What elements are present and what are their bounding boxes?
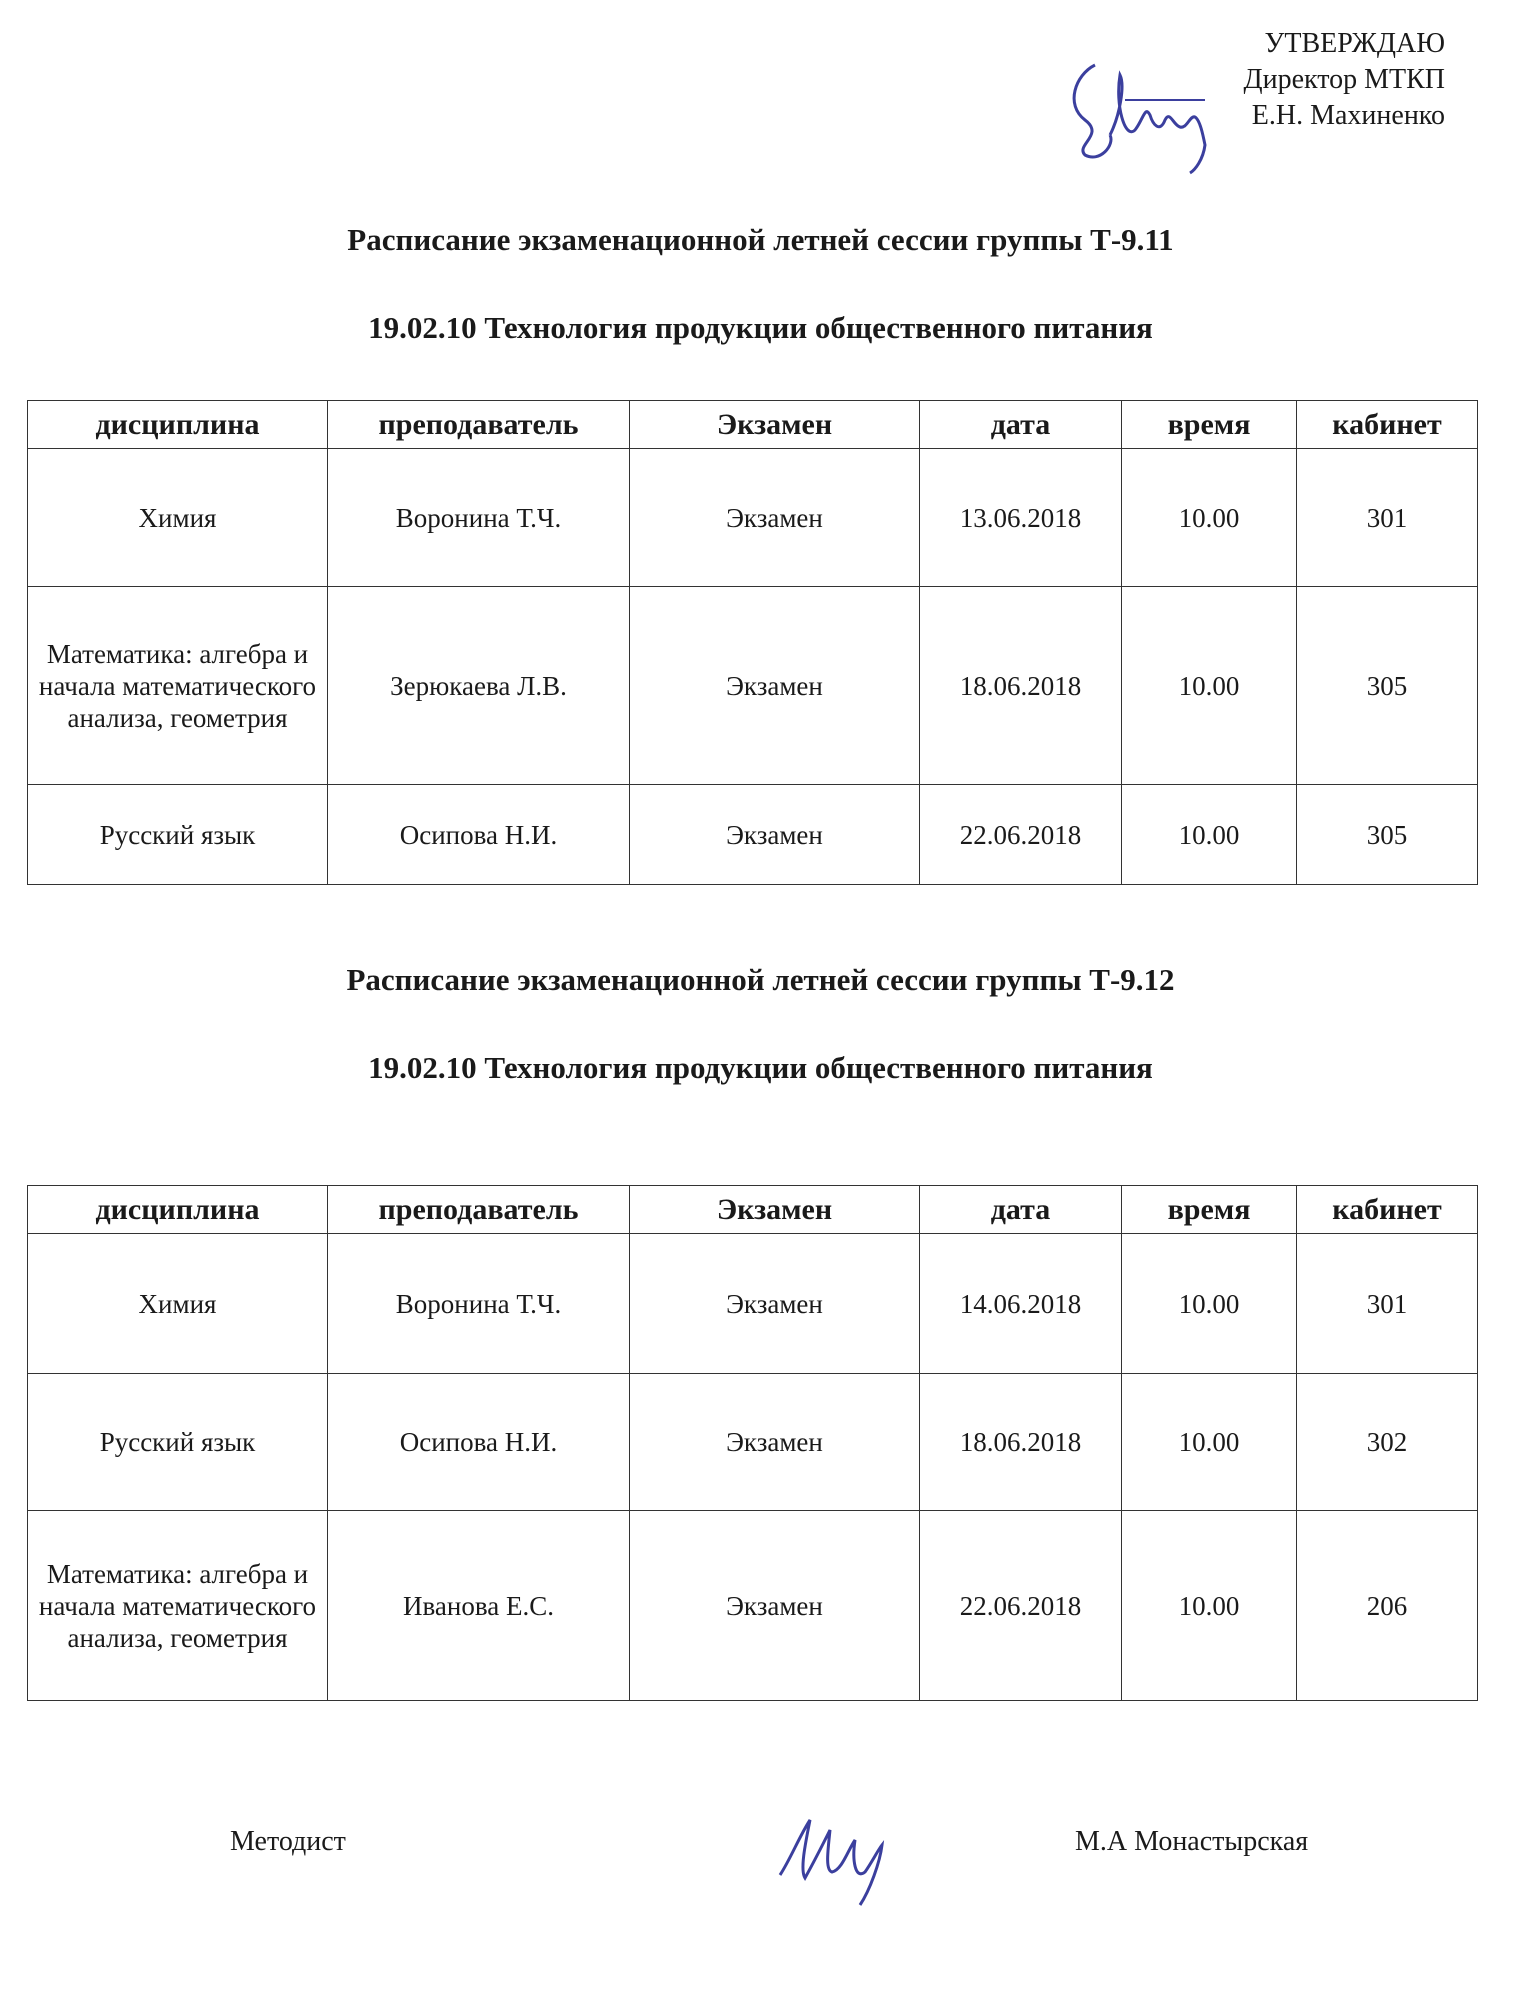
cell-room: 206 [1297, 1511, 1478, 1701]
table-row [28, 785, 1478, 885]
column-header-date: дата [920, 401, 1122, 449]
cell-exam: Экзамен [630, 785, 920, 885]
cell-exam: Экзамен [630, 1511, 920, 1701]
methodist-signature [770, 1800, 920, 1910]
cell-date: 18.06.2018 [920, 587, 1122, 785]
table-row [28, 1234, 1478, 1374]
cell-teacher: Осипова Н.И. [328, 1374, 630, 1511]
schedule-1-subtitle: 19.02.10 Технология продукции общественного питания [368, 310, 1153, 345]
footer-name: М.А Монастырская [1075, 1826, 1309, 1857]
cell-discipline: Математика: алгебра и начала математического анализа, геометрия [28, 1511, 328, 1701]
cell-room: 301 [1297, 449, 1478, 587]
cell-date: 22.06.2018 [920, 1511, 1122, 1701]
table-row [28, 449, 1478, 587]
column-header-teacher: преподаватель [328, 401, 630, 449]
column-header-time: время [1122, 401, 1297, 449]
table-row [28, 587, 1478, 785]
column-header-discipline: дисциплина [28, 401, 328, 449]
cell-date: 18.06.2018 [920, 1374, 1122, 1511]
schedule-2-table [27, 1185, 1478, 1701]
table-row [28, 1511, 1478, 1701]
approval-name: Е.Н. Махиненко [1251, 100, 1445, 131]
footer-position: Методист [230, 1826, 346, 1857]
cell-time: 10.00 [1122, 785, 1297, 885]
approval-position: Директор МТКП [1243, 64, 1445, 95]
cell-time: 10.00 [1122, 1511, 1297, 1701]
cell-time: 10.00 [1122, 449, 1297, 587]
cell-exam: Экзамен [630, 1234, 920, 1374]
column-header-exam: Экзамен [630, 1186, 920, 1234]
schedule-2-subtitle: 19.02.10 Технология продукции общественного питания [368, 1050, 1153, 1085]
approval-block [1243, 26, 1445, 134]
cell-discipline: Химия [28, 449, 328, 587]
schedule-1-title: Расписание экзаменационной летней сессии группы Т-9.11 [347, 222, 1174, 257]
cell-room: 302 [1297, 1374, 1478, 1511]
column-header-teacher: преподаватель [328, 1186, 630, 1234]
cell-time: 10.00 [1122, 1374, 1297, 1511]
director-signature [1055, 45, 1225, 175]
cell-room: 301 [1297, 1234, 1478, 1374]
cell-teacher: Воронина Т.Ч. [328, 1234, 630, 1374]
cell-room: 305 [1297, 785, 1478, 885]
table-header-row [28, 401, 1478, 449]
cell-discipline: Химия [28, 1234, 328, 1374]
cell-teacher: Осипова Н.И. [328, 785, 630, 885]
cell-teacher: Воронина Т.Ч. [328, 449, 630, 587]
column-header-room: кабинет [1297, 401, 1478, 449]
schedule-1-table [27, 400, 1478, 885]
cell-exam: Экзамен [630, 1374, 920, 1511]
table-header-row [28, 1186, 1478, 1234]
column-header-exam: Экзамен [630, 401, 920, 449]
cell-discipline: Математика: алгебра и начала математического анализа, геометрия [28, 587, 328, 785]
cell-time: 10.00 [1122, 1234, 1297, 1374]
cell-teacher: Иванова Е.С. [328, 1511, 630, 1701]
table-row [28, 1374, 1478, 1511]
column-header-date: дата [920, 1186, 1122, 1234]
schedule-2-title: Расписание экзаменационной летней сессии группы Т-9.12 [346, 962, 1175, 997]
cell-exam: Экзамен [630, 587, 920, 785]
column-header-discipline: дисциплина [28, 1186, 328, 1234]
cell-date: 13.06.2018 [920, 449, 1122, 587]
approval-title: УТВЕРЖДАЮ [1264, 28, 1445, 59]
cell-teacher: Зерюкаева Л.В. [328, 587, 630, 785]
cell-date: 22.06.2018 [920, 785, 1122, 885]
cell-time: 10.00 [1122, 587, 1297, 785]
cell-discipline: Русский язык [28, 1374, 328, 1511]
column-header-time: время [1122, 1186, 1297, 1234]
column-header-room: кабинет [1297, 1186, 1478, 1234]
cell-discipline: Русский язык [28, 785, 328, 885]
cell-room: 305 [1297, 587, 1478, 785]
cell-date: 14.06.2018 [920, 1234, 1122, 1374]
cell-exam: Экзамен [630, 449, 920, 587]
